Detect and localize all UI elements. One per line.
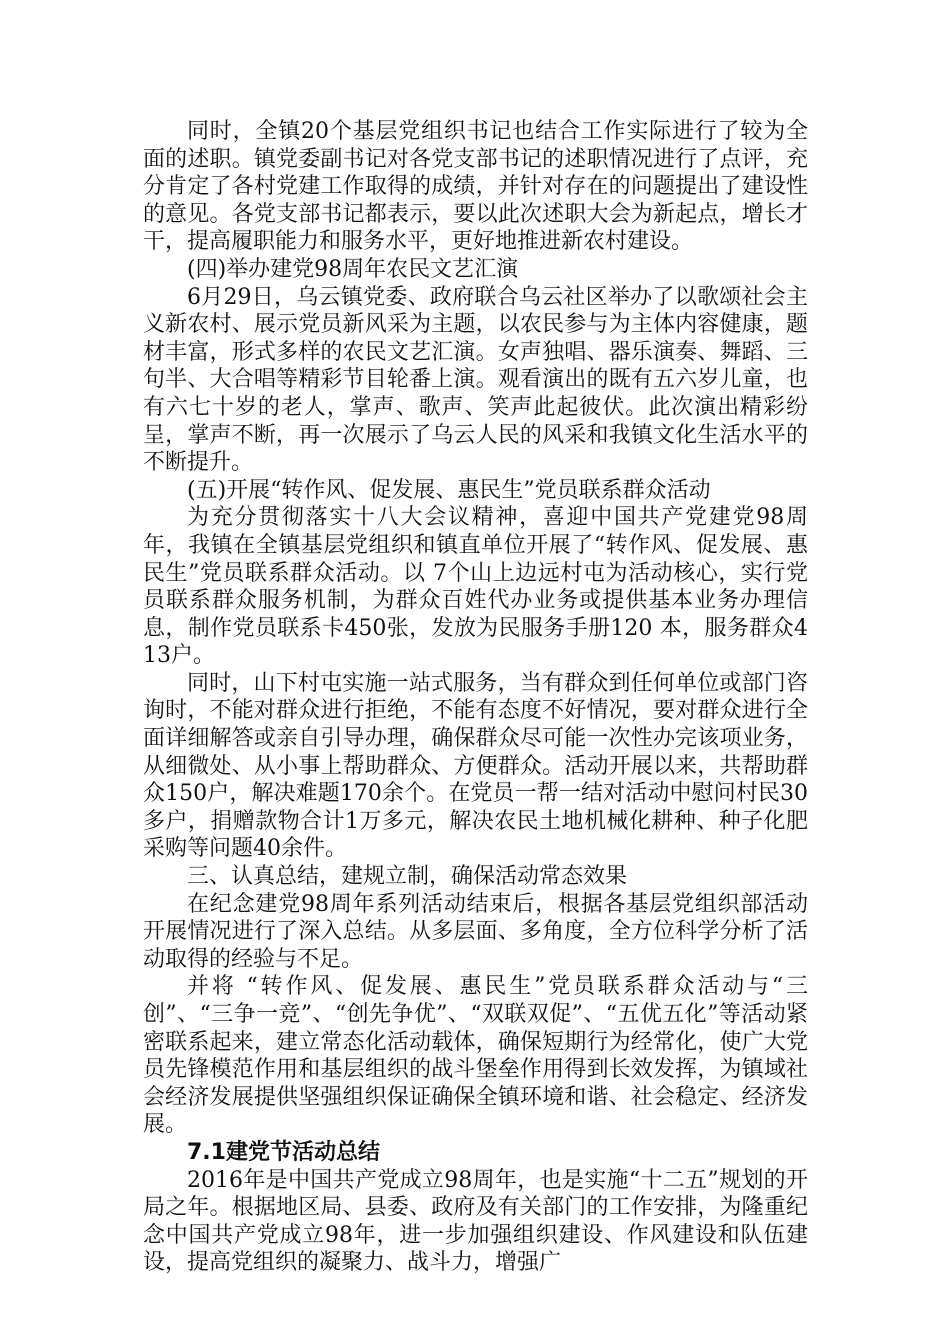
section-heading-art-performance: (四)举办建党98周年农民文艺汇演 <box>187 256 519 282</box>
bold-heading-party-day-summary: 7.1建党节活动总结 <box>187 1139 380 1165</box>
document-body <box>143 118 808 1277</box>
paragraph-summary-report: 同时，全镇20个基层党组织书记也结合工作实际进行了较为全面的述职。镇党委副书记对各党支部书记的述职情况进行了点评，充分肯定了各村党建工作取得的成绩，并针对存在的问题提出了建设性的意见。各党支部书记都表示，要以此次述职大会为新起点，增长才干，提高履职能力和服务水平，更好地推进新农村建设。 <box>143 119 808 255</box>
paragraph-2016-intro: 2016年是中国共产党成立98周年，也是实施“十二五”规划的开局之年。根据地区局、县委、政府及有关部门的工作安排，为隆重纪念中国共产党成立98年，进一步加强组织建设、作风建设和队伍建设，提高党组织的凝聚力、战斗力，增强广 <box>143 1167 808 1276</box>
section-heading-party-contact: (五)开展“转作风、促发展、惠民生”党员联系群众活动 <box>187 477 711 503</box>
paragraph-regular-mechanism: 并将 “转作风、促发展、惠民生”党员联系群众活动与“三创”、“三争一竞”、“创先争优”、“双联双促”、“五优五化”等活动紧密联系起来，建立常态化活动载体，确保短期行为经常化，使广大党员先锋模范作用和基层组织的战斗堡垒作用得到长效发挥，为镇域社会经济发展提供坚强组织保证确保全镇环境和谐、社会稳定、经济发展。 <box>143 974 808 1138</box>
paragraph-one-stop-service: 同时，山下村屯实施一站式服务，当有群众到任何单位或部门咨询时，不能对群众进行拒绝，不能有态度不好情况，要对群众进行全面详细解答或亲自引导办理，确保群众尽可能一次性办完该项业务，从细微处、从小事上帮助群众、方便群众。活动开展以来，共帮助群众150户，解决难题170余个。在党员一帮一结对活动中慰问村民30多户，捐赠款物合计1万多元，解决农民土地机械化耕种、种子化肥采购等问题40余件。 <box>143 670 808 862</box>
section-heading-summary: 三、认真总结，建规立制，确保活动常态效果 <box>187 864 628 890</box>
paragraph-summary-analysis: 在纪念建党98周年系列活动结束后，根据各基层党组织部活动开展情况进行了深入总结。从多层面、多角度，全方位科学分析了活动取得的经验与不足。 <box>143 891 808 972</box>
paragraph-art-performance: 6月29日，乌云镇党委、政府联合乌云社区举办了以歌颂社会主义新农村、展示党员新风采为主题，以农民参与为主体内容健康，题材丰富，形式多样的农民文艺汇演。女声独唱、器乐演奏、舞蹈、三句半、大合唱等精彩节目轮番上演。观看演出的既有五六岁儿童，也有六七十岁的老人，掌声、歌声、笑声此起彼伏。此次演出精彩纷呈，掌声不断，再一次展示了乌云人民的风采和我镇文化生活水平的不断提升。 <box>143 284 808 476</box>
paragraph-party-contact: 为充分贯彻落实十八大会议精神，喜迎中国共产党建党98周年，我镇在全镇基层党组织和镇直单位开展了“转作风、促发展、惠民生”党员联系群众活动。以 7个山上边远村屯为活动核心，实行党员联系群众服务机制，为群众百姓代办业务或提供基本业务办理信息，制作党员联系卡450张，发放为民服务手册120 本，服务群众413户。 <box>143 505 808 669</box>
